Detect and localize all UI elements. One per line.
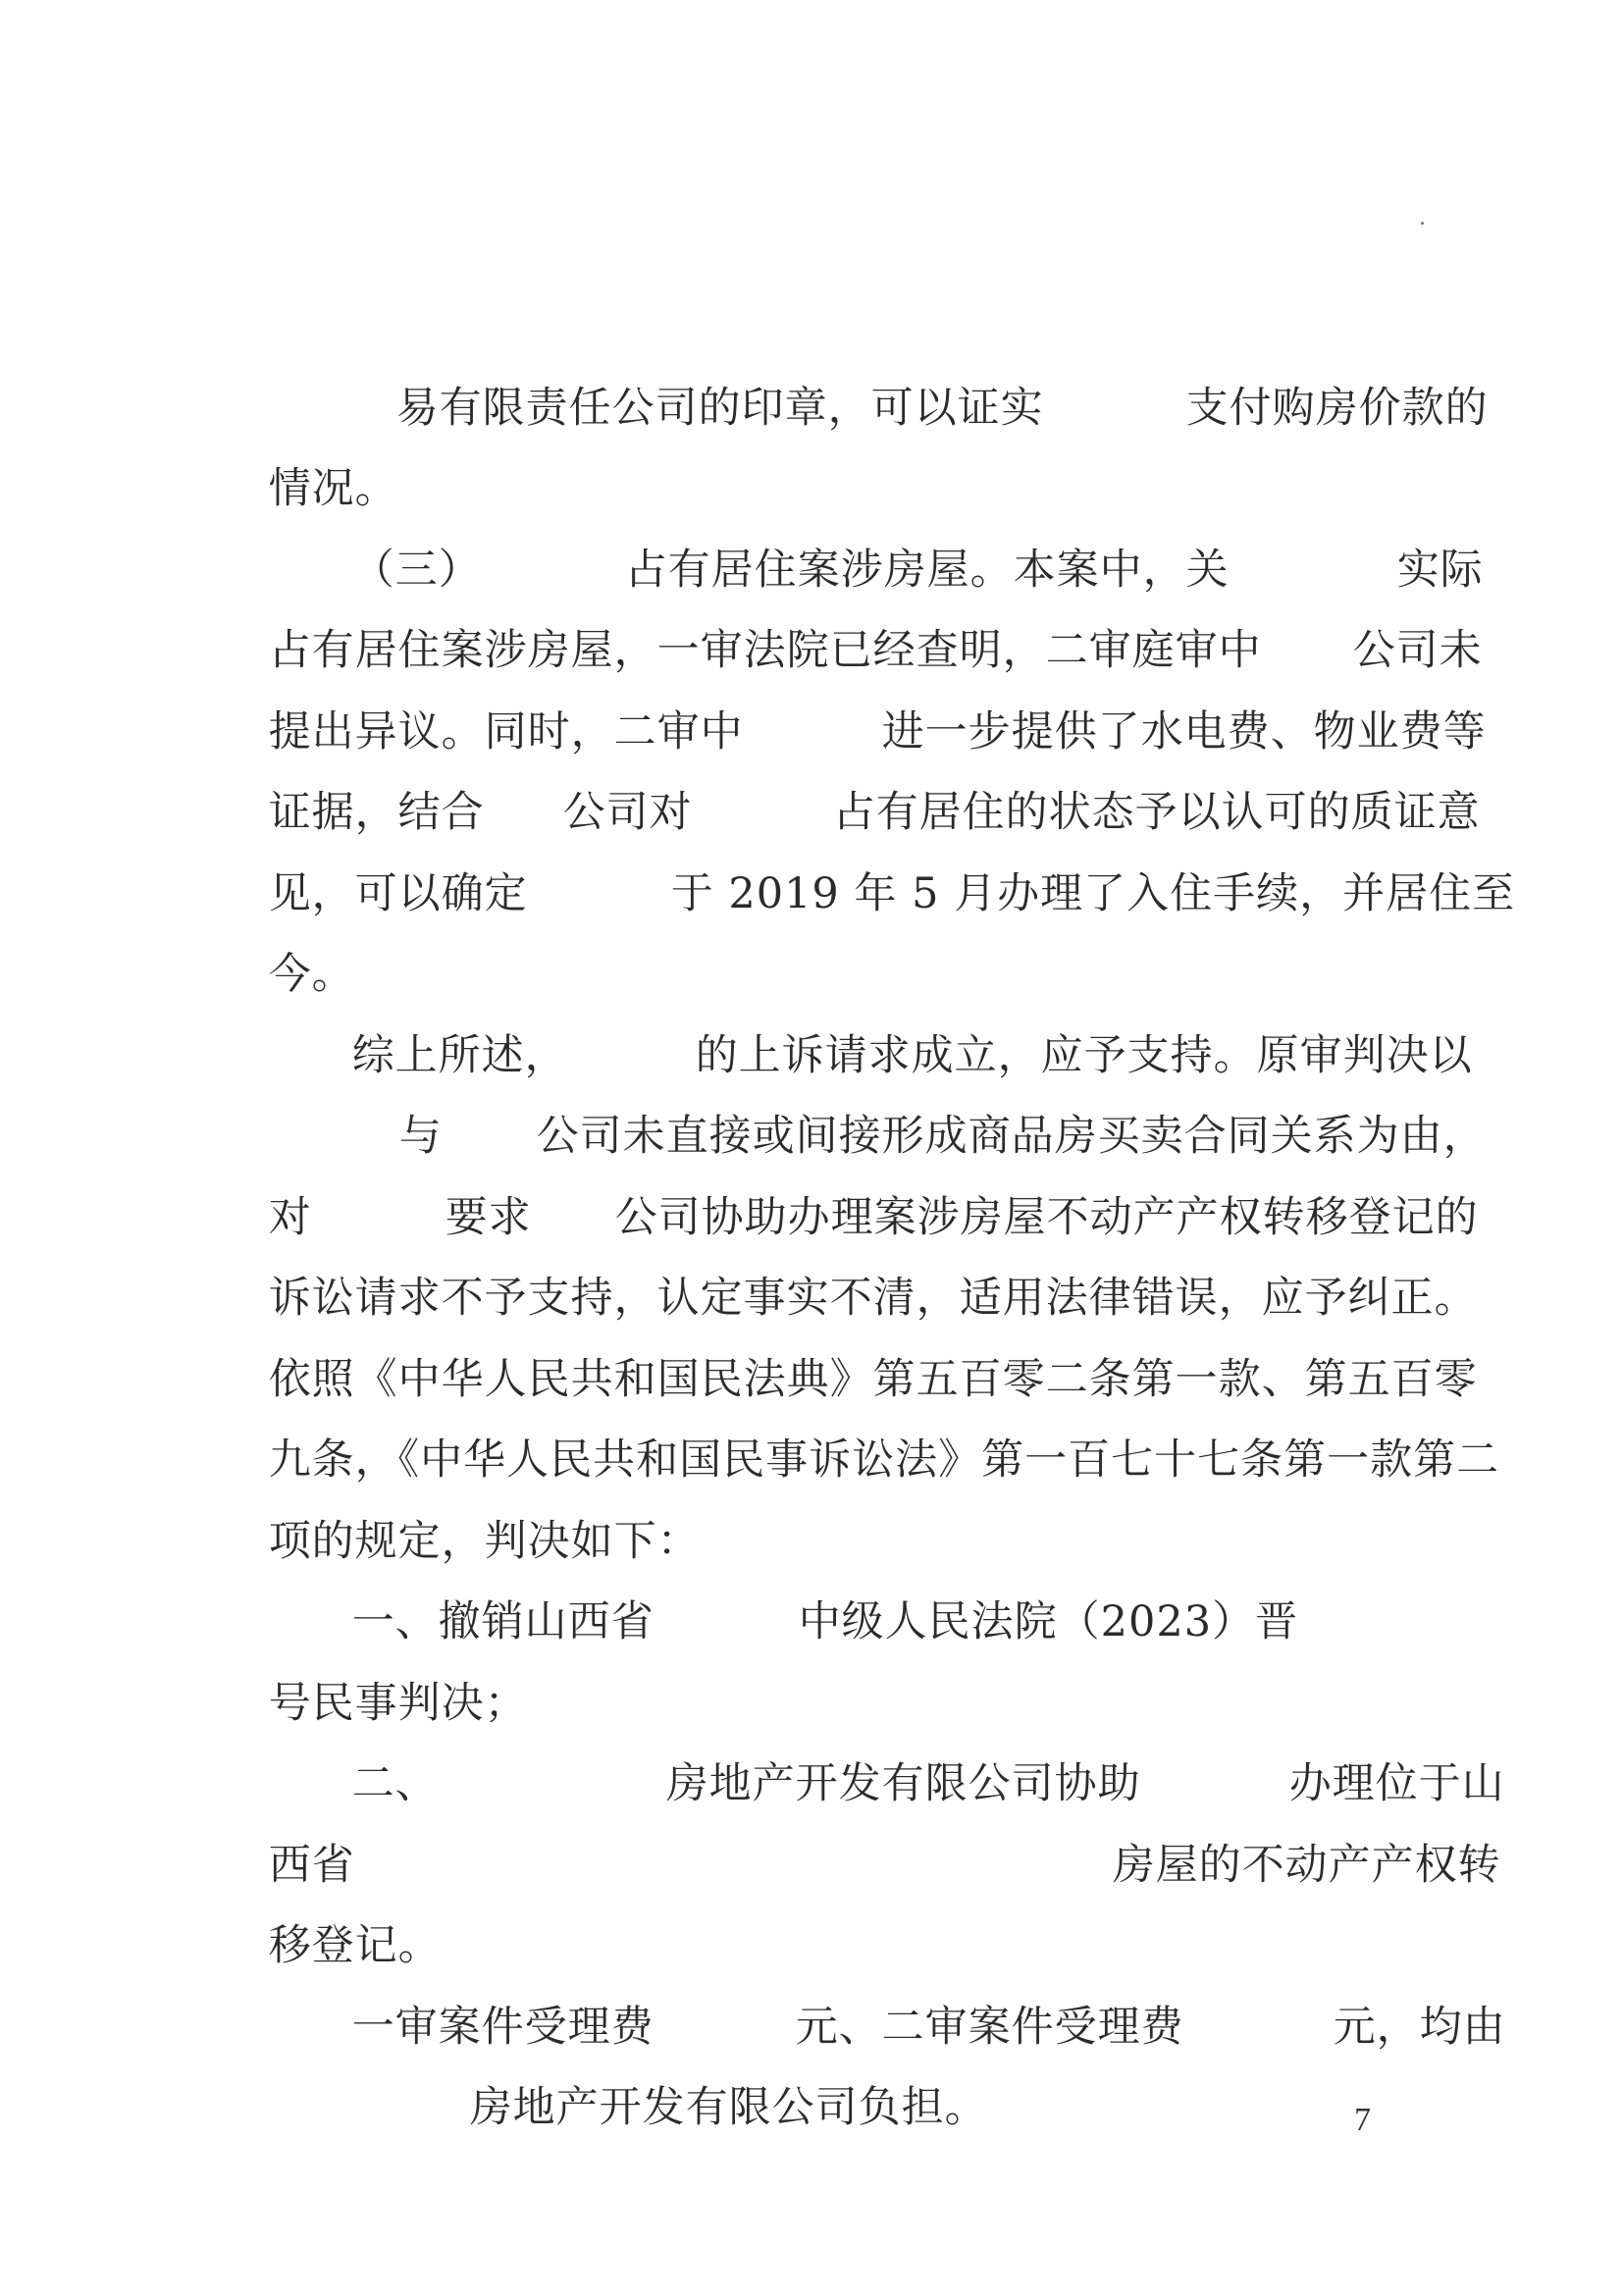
text-segment: 提出异议。同时，二审中 [268, 707, 744, 757]
text-segment: 元，均由 [1333, 2003, 1506, 2052]
text-segment: 西省 [268, 1841, 355, 1890]
text-segment: 公司未直接或间接形成商品房买卖合同关系为由， [536, 1112, 1487, 1161]
text-line [1055, 1789, 1501, 1942]
text-segment: 中级人民法院（2023）晋 [798, 1597, 1299, 1646]
text-segment: 办理位于山 [1288, 1759, 1505, 1808]
text-segment: 要求 [445, 1193, 532, 1242]
text-segment: 占有居住的状态予以认可的质证意 [832, 788, 1481, 837]
text-segment: 号民事判决； [268, 1679, 528, 1728]
text-segment: 占有居住案涉房屋。本案中，关 [624, 546, 1230, 595]
text-line [1128, 332, 1489, 485]
text-segment: 房地产开发有限公司负担。 [469, 2083, 988, 2132]
text-segment: 公司未 [1352, 626, 1483, 675]
text-segment: 对 [268, 1193, 312, 1242]
text-line [741, 1545, 1298, 1698]
page-number: 7 [1354, 2102, 1371, 2138]
text-segment: 与 [398, 1112, 443, 1161]
text-segment: 占有居住案涉房屋，一审法院已经查明，二审庭审中 [268, 626, 1262, 675]
text-segment: 今。 [268, 950, 355, 999]
text-segment: 项的规定，判决如下： [268, 1517, 701, 1566]
text-line [1276, 1951, 1506, 2104]
text-segment: 的上诉请求成立，应予支持。原审判决以 [695, 1031, 1473, 1080]
text-segment: 公司对 [562, 788, 693, 837]
text-segment: 九条，《中华人民共和国民事诉讼法》第一百七十七条第一款第二 [268, 1435, 1500, 1485]
text-segment: 见，可以确定 [268, 869, 528, 918]
scan-speck [1421, 222, 1424, 225]
text-segment: 进一步提供了水电费、物业费等 [881, 707, 1487, 757]
text-segment: 于 2019 年 5 月办理了入住手续，并居住至 [670, 869, 1516, 918]
text-segment: 公司协助办理案涉房屋不动产产权转移登记的 [614, 1193, 1479, 1242]
text-segment: 一审案件受理费 [351, 2003, 654, 2052]
text-segment: （三） [351, 546, 482, 595]
text-line [339, 332, 1044, 485]
text-segment: 情况。 [268, 464, 398, 513]
text-segment: 依照《中华人民共和国民法典》第五百零二条第一款、第五百零 [268, 1355, 1478, 1404]
text-segment: 实际 [1396, 546, 1484, 595]
text-segment: 易有限责任公司的印章，可以证实 [395, 384, 1044, 433]
text-line [613, 817, 1515, 970]
text-segment: 元、二审案件受理费 [795, 2003, 1184, 2052]
text-segment: 诉讼请求不予支持，认定事实不清，适用法律错误，应予纠正。 [268, 1274, 1478, 1323]
text-segment: 二、 [351, 1759, 439, 1808]
text-segment: 房屋的不动产产权转 [1112, 1841, 1501, 1890]
text-segment: 综上所述， [351, 1031, 568, 1080]
text-line [412, 2031, 988, 2184]
text-segment: 移登记。 [268, 1921, 442, 1970]
text-segment: 房地产开发有限公司协助 [665, 1759, 1141, 1808]
text-segment: 一、撤销山西省 [351, 1597, 654, 1646]
text-segment: 支付购房价款的 [1185, 384, 1489, 433]
text-segment: 证据，结合 [268, 788, 485, 837]
